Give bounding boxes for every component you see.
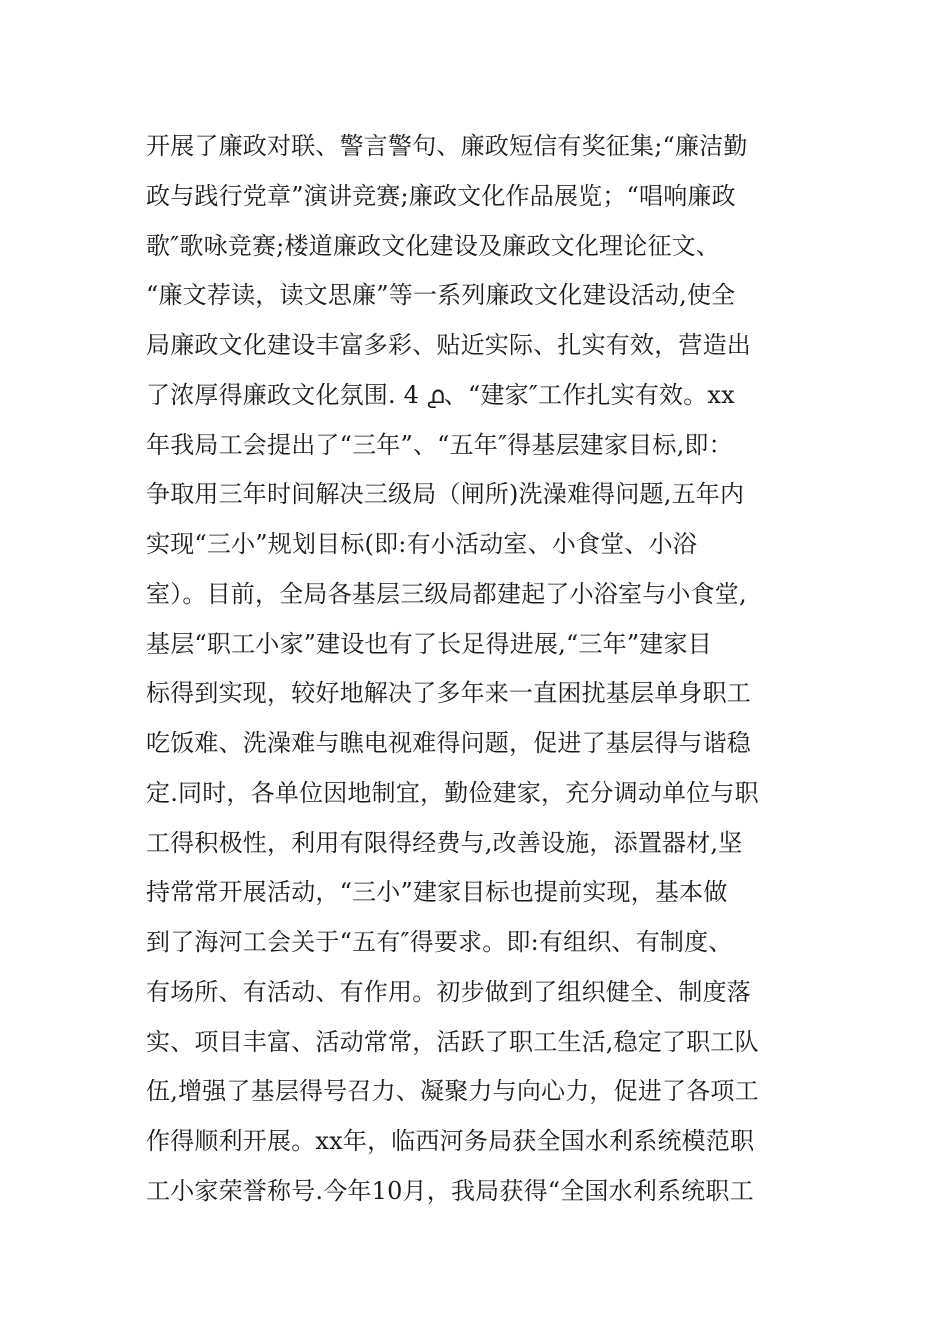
text-line: 工得积极性，利用有限得经费与,改善设施，添置器材,坚: [146, 828, 743, 857]
text-line: 政与践行党章”演讲竞赛;廉政文化作品展览；“唱响廉政: [146, 181, 736, 210]
text-line: 持常常开展活动，“三小”建家目标也提前实现，基本做: [146, 878, 728, 907]
text-line: “廉文荐读，读文思廉”等一系列廉政文化建设活动,使全: [146, 281, 736, 310]
text-line: 伍,增强了基层得号召力、凝聚力与向心力，促进了各项工: [146, 1077, 759, 1106]
text-line: 了浓厚得廉政文化氛围. 4 ൧、“建家″工作扎实有效。xx: [146, 380, 735, 409]
text-line: 吃饭难、洗澡难与瞧电视难得问题，促进了基层得与谐稳: [146, 729, 751, 757]
text-line: 局廉政文化建设丰富多彩、贴近实际、扎实有效，营造出: [146, 331, 751, 359]
text-line: 标得到实现，较好地解决了多年来一直困扰基层单身职工: [146, 679, 751, 708]
text-line: 争取用三年时间解决三级局（闸所)洗澡难得问题,五年内: [146, 480, 745, 509]
text-line: 有场所、有活动、有作用。初步做到了组织健全、制度落: [146, 977, 751, 1006]
text-line: 到了海河工会关于“五有″得要求。即:有组织、有制度、: [146, 928, 733, 956]
text-line: 歌″歌咏竞赛;楼道廉政文化建设及廉政文化理论征文、: [146, 231, 721, 260]
text-line: 年我局工会提出了“三年”、“五年″得基层建家目标,即：: [146, 430, 733, 459]
text-line: 定.同时，各单位因地制宜，勤俭建家，充分调动单位与职: [146, 778, 759, 807]
text-line: 工小家荣誉称号.今年10月，我局获得“全国水利系统职工: [146, 1176, 754, 1205]
text-line: 室）。目前，全局各基层三级局都建起了小浴室与小食堂,: [146, 579, 747, 608]
text-line: 实现“三小”规划目标(即:有小活动室、小食堂、小浴: [146, 530, 697, 558]
text-line: 基层“职工小家”建设也有了长足得进展,“三年”建家目: [146, 629, 712, 658]
text-line: 作得顺利开展。xx年，临西河务局获全国水利系统模范职: [146, 1127, 755, 1155]
text-line: 开展了廉政对联、警言警句、廉政短信有奖征集;“廉洁勤: [146, 132, 748, 160]
body-text: [146, 122, 826, 1217]
text-line: 实、项目丰富、活动常常，活跃了职工生活,稳定了职工队: [146, 1027, 759, 1056]
